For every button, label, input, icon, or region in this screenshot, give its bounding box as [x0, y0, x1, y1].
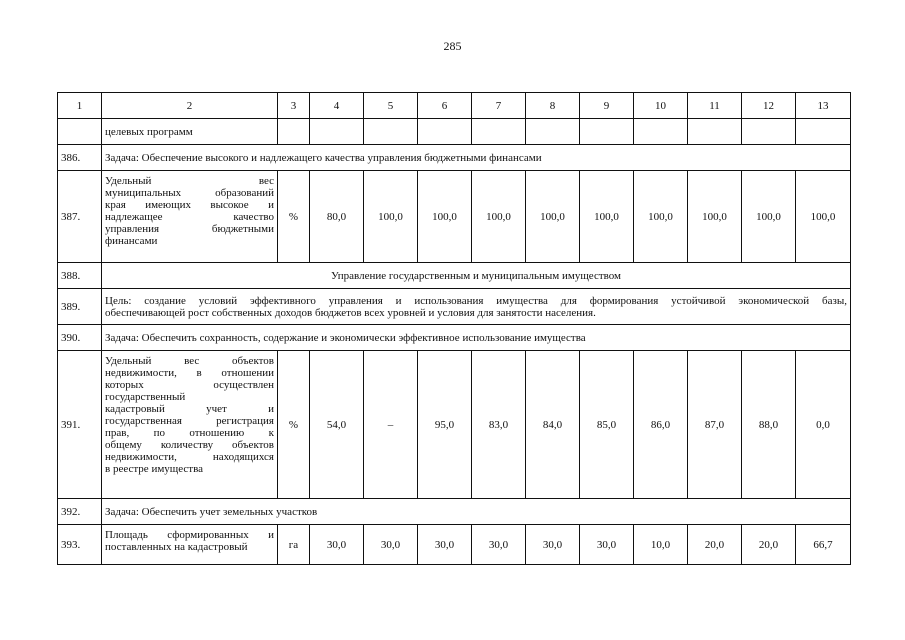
row-number-cell: 392.: [58, 499, 102, 525]
section-title: Задача: Обеспечить учет земельных участков: [102, 499, 851, 525]
indicator-description-line: края имеющих высокое и: [105, 199, 274, 211]
unit-cell: %: [278, 171, 310, 263]
section-title: Задача: Обеспечение высокого и надлежащего качества управления бюджетными финансами: [102, 145, 851, 171]
value-cell: 30,0: [364, 525, 418, 565]
indicator-description-line: управления бюджетными: [105, 223, 274, 235]
goal-text: [102, 289, 851, 325]
value-cell: 100,0: [580, 171, 634, 263]
header-cell: 2: [102, 93, 278, 119]
header-cell: 10: [634, 93, 688, 119]
header-row: [58, 93, 851, 119]
row-number-cell: 386.: [58, 145, 102, 171]
row-number-cell: 388.: [58, 263, 102, 289]
row-number-cell: [58, 119, 102, 145]
value-cell: 88,0: [742, 351, 796, 499]
indicator-description: [102, 351, 278, 499]
indicator-description-line: финансами: [105, 235, 158, 247]
header-cell: 6: [418, 93, 472, 119]
row-number-cell: 389.: [58, 289, 102, 325]
value-cell: 20,0: [742, 525, 796, 565]
header-cell: 8: [526, 93, 580, 119]
empty-cell: [278, 119, 310, 145]
page-number: 285: [443, 39, 462, 53]
row-number-cell: 390.: [58, 325, 102, 351]
indicator-description-line: муниципальных образований: [105, 187, 274, 199]
row-number-cell: 391.: [58, 351, 102, 499]
value-cell: 95,0: [418, 351, 472, 499]
value-cell: 30,0: [526, 525, 580, 565]
indicator-description: [102, 525, 278, 565]
value-cell: 100,0: [688, 171, 742, 263]
value-cell: 83,0: [472, 351, 526, 499]
indicator-description-line: государственный: [105, 391, 186, 403]
row-number-cell: 387.: [58, 171, 102, 263]
indicator-description-line: государственная регистрация: [105, 415, 274, 427]
indicator-description-line: недвижимости, находящихся: [105, 451, 274, 463]
indicator-description-line: кадастровый учет и: [105, 403, 274, 415]
indicator-description-line: надлежащее качество: [105, 211, 274, 223]
value-cell: 100,0: [526, 171, 580, 263]
value-cell: 20,0: [688, 525, 742, 565]
value-cell: 100,0: [418, 171, 472, 263]
header-cell: 11: [688, 93, 742, 119]
indicator-description-line: Площадь сформированных и: [105, 529, 274, 541]
header-cell: 7: [472, 93, 526, 119]
indicator-table: [57, 92, 851, 565]
table-row: [58, 263, 851, 289]
value-cell: 100,0: [472, 171, 526, 263]
table-row: [58, 171, 851, 263]
table-row: [58, 351, 851, 499]
header-cell: 4: [310, 93, 364, 119]
value-cell: 10,0: [634, 525, 688, 565]
empty-cell: [526, 119, 580, 145]
indicator-description-line: поставленных на кадастровый: [105, 541, 248, 553]
value-cell: 54,0: [310, 351, 364, 499]
value-cell: 85,0: [580, 351, 634, 499]
table-row: [58, 289, 851, 325]
table-row: [58, 499, 851, 525]
value-cell: 100,0: [742, 171, 796, 263]
value-cell: 84,0: [526, 351, 580, 499]
value-cell: 80,0: [310, 171, 364, 263]
table-row: [58, 525, 851, 565]
unit-cell: %: [278, 351, 310, 499]
empty-cell: [310, 119, 364, 145]
value-cell: 30,0: [580, 525, 634, 565]
header-cell: 13: [796, 93, 851, 119]
header-cell: 12: [742, 93, 796, 119]
empty-cell: [742, 119, 796, 145]
header-cell: 5: [364, 93, 418, 119]
empty-cell: [364, 119, 418, 145]
empty-cell: [418, 119, 472, 145]
table-row: [58, 119, 851, 145]
unit-cell: га: [278, 525, 310, 565]
header-cell: 9: [580, 93, 634, 119]
indicator-description-line: Удельный вес: [105, 175, 274, 187]
indicator-description: целевых программ: [102, 119, 278, 145]
header-cell: 1: [58, 93, 102, 119]
goal-text-line: Цель: создание условий эффективного управления и использования имущества для формирования устойчивой экономической базы,: [105, 294, 847, 307]
section-title: Задача: Обеспечить сохранность, содержание и экономически эффективное использование имущества: [102, 325, 851, 351]
row-number-cell: 393.: [58, 525, 102, 565]
value-cell: 30,0: [472, 525, 526, 565]
empty-cell: [688, 119, 742, 145]
value-cell: 100,0: [796, 171, 851, 263]
empty-cell: [580, 119, 634, 145]
indicator-description: [102, 171, 278, 263]
empty-cell: [472, 119, 526, 145]
value-cell: 66,7: [796, 525, 851, 565]
goal-text-line: обеспечивающей рост собственных доходов бюджетов всех уровней и условия для занятости населения.: [105, 306, 596, 319]
table-row: [58, 145, 851, 171]
indicator-description-line: Удельный вес объектов: [105, 355, 274, 367]
value-cell: 100,0: [634, 171, 688, 263]
empty-cell: [796, 119, 851, 145]
indicator-description-line: которых осуществлен: [105, 379, 274, 391]
header-cell: 3: [278, 93, 310, 119]
value-cell: 30,0: [310, 525, 364, 565]
section-title: Управление государственным и муниципальным имуществом: [102, 263, 851, 289]
indicator-description-line: недвижимости, в отношении: [105, 367, 274, 379]
indicator-description-line: общему количеству объектов: [105, 439, 274, 451]
indicator-description-line: в реестре имущества: [105, 463, 204, 475]
value-cell: 87,0: [688, 351, 742, 499]
table-row: [58, 325, 851, 351]
value-cell: –: [364, 351, 418, 499]
value-cell: 86,0: [634, 351, 688, 499]
value-cell: 0,0: [796, 351, 851, 499]
indicator-description-line: прав, по отношению к: [105, 427, 274, 439]
value-cell: 30,0: [418, 525, 472, 565]
value-cell: 100,0: [364, 171, 418, 263]
empty-cell: [634, 119, 688, 145]
